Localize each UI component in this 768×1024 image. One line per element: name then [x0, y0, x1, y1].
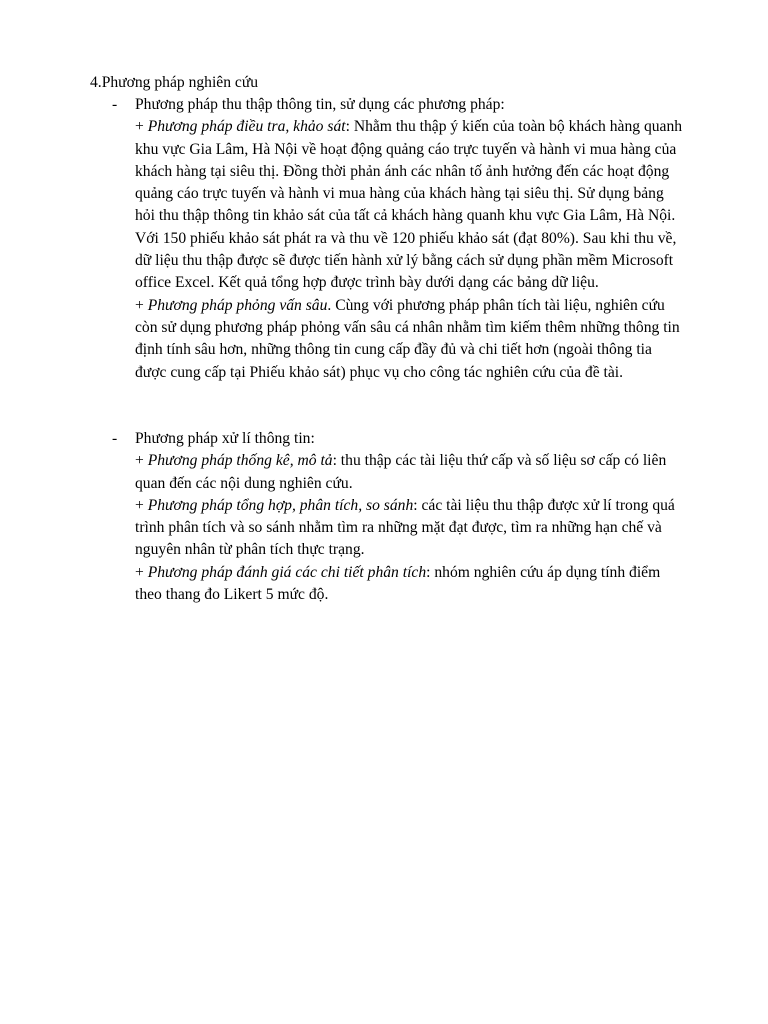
method-description: : thu thập các tài liệu thứ cấp và số liệu sơ cấp có liên quan đến các nội dung nghiên cứu. [135, 452, 667, 492]
paragraph-prefix: + [135, 563, 148, 581]
method-term: Phương pháp thống kê, mô tả [147, 452, 333, 470]
paragraph-prefix: + [135, 496, 148, 514]
method-paragraph-interview [135, 295, 683, 384]
paragraph-prefix: + [135, 452, 148, 470]
method-description: : Nhằm thu thập ý kiến của toàn bộ khách hàng quanh khu vực Gia Lâm, Hà Nội về hoạt động quảng cáo trực tuyến và hành vi mua hàng của khách hàng tại siêu thị. Đồng thời phản ánh các nhân tố ảnh hưởng đến các hoạt động quảng cáo trực tuyến và hành vi mua hàng của khách hàng tại siêu thị. Sử dụng bảng hỏi thu thập thông tin khảo sát của tất cả khách hàng quanh khu vực Gia Lâm, Hà Nội. Với 150 phiếu khảo sát phát ra và thu về 120 phiếu khảo sát (đạt 80%). Sau khi thu về, dữ liệu thu thập được sẽ được tiến hành xử lý bằng cách sử dụng phần mềm Microsoft office Excel. Kết quả tổng hợp được trình bày dưới dạng các bảng dữ liệu. [135, 118, 683, 292]
list-item-title: Phương pháp thu thập thông tin, sử dụng các phương pháp: [135, 96, 505, 113]
method-paragraph-survey [135, 116, 683, 294]
list-item-data-processing [90, 428, 690, 606]
method-term: Phương pháp phỏng vấn sâu [147, 296, 328, 314]
method-description: . Cùng với phương pháp phân tích tài liệu, nghiên cứu còn sử dụng phương pháp phỏng vấn sâu cá nhân nhằm tìm kiếm thêm những thông tin định tính sâu hơn, những thông tin cung cấp đầy đủ và chi tiết hơn (ngoài thông tia được cung cấp tại Phiếu khảo sát) phục vụ cho công tác nghiên cứu của đề tài. [135, 296, 680, 381]
list-bullet: - [112, 430, 118, 447]
method-paragraph-evaluation [135, 562, 683, 607]
list-item-data-collection [90, 94, 690, 384]
method-paragraph-synthesis [135, 495, 683, 562]
section-heading: 4.Phương pháp nghiên cứu [90, 74, 259, 91]
method-term: Phương pháp điều tra, khảo sát [147, 118, 346, 136]
list-item-body [135, 428, 683, 606]
method-description: : các tài liệu thu thập được xử lí trong quá trình phân tích và so sánh nhằm tìm ra những mặt đạt được, tìm ra những hạn chế và nguyên nhân từ phân tích thực trạng. [135, 496, 675, 559]
method-paragraph-statistics [135, 450, 683, 495]
method-description: : nhóm nghiên cứu áp dụng tính điểm theo thang đo Likert 5 mức độ. [135, 563, 661, 604]
paragraph-prefix: + [135, 296, 148, 314]
list-item-title: Phương pháp xử lí thông tin: [135, 430, 315, 447]
method-term: Phương pháp tổng hợp, phân tích, so sánh [147, 496, 414, 514]
method-term: Phương pháp đánh giá các chi tiết phân tích [147, 563, 427, 581]
list-bullet: - [112, 96, 118, 113]
paragraph-prefix: + [135, 118, 148, 136]
list-item-body [135, 94, 683, 384]
